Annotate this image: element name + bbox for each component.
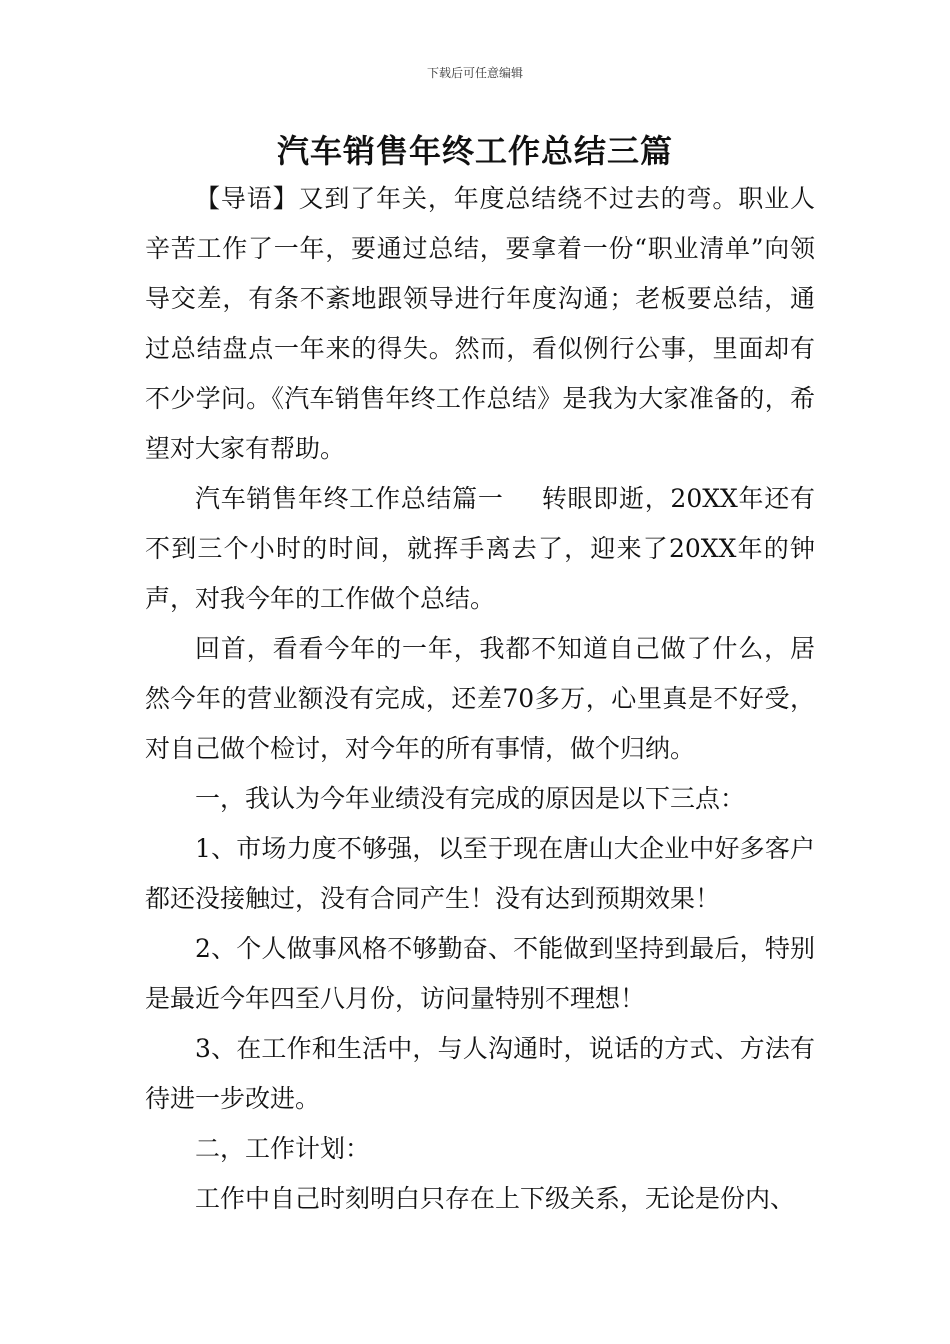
reasons-heading: 一，我认为今年业绩没有完成的原因是以下三点： [195, 784, 746, 813]
header-note: 下载后可任意编辑 [426, 66, 523, 80]
document-body [145, 174, 815, 1224]
reason-item-3: 3、在工作和生活中，与人沟通时，说话的方式、方法有待进一步改进。 [145, 1034, 815, 1113]
reason-item-1: 1、市场力度不够强，以至于现在唐山大企业中好多客户都还没接触过，没有合同产生！没有达到预期效果！ [145, 834, 815, 913]
section-one-opening: 转眼即逝，20XX年还有不到三个小时的时间，就挥手离去了，迎来了20XX年的钟声，对我今年的工作做个总结。 [145, 484, 815, 613]
intro-paragraph: 【导语】又到了年关，年度总结绕不过去的弯。职业人辛苦工作了一年，要通过总结，要拿着一份“职业清单”向领导交差，有条不紊地跟领导进行年度沟通；老板要总结，通过总结盘点一年来的得失。然而，看似例行公事，里面却有不少学问。《汽车销售年终工作总结》是我为大家准备的，希望对大家有帮助。 [145, 184, 815, 463]
plan-paragraph: 工作中自己时刻明白只存在上下级关系，无论是份内、 [195, 1184, 796, 1213]
reason-item-2: 2、个人做事风格不够勤奋、不能做到坚持到最后，特别是最近今年四至八月份，访问量特别不理想！ [145, 934, 815, 1013]
section-one-paragraph [145, 474, 815, 624]
document-title: 汽车销售年终工作总结三篇 [276, 132, 673, 170]
review-paragraph: 回首，看看今年的一年，我都不知道自己做了什么，居然今年的营业额没有完成，还差70多万，心里真是不好受，对自己做个检讨，对今年的所有事情，做个归纳。 [145, 634, 815, 763]
plan-heading: 二，工作计划： [195, 1134, 371, 1163]
section-one-heading: 汽车销售年终工作总结篇一 [195, 484, 504, 513]
